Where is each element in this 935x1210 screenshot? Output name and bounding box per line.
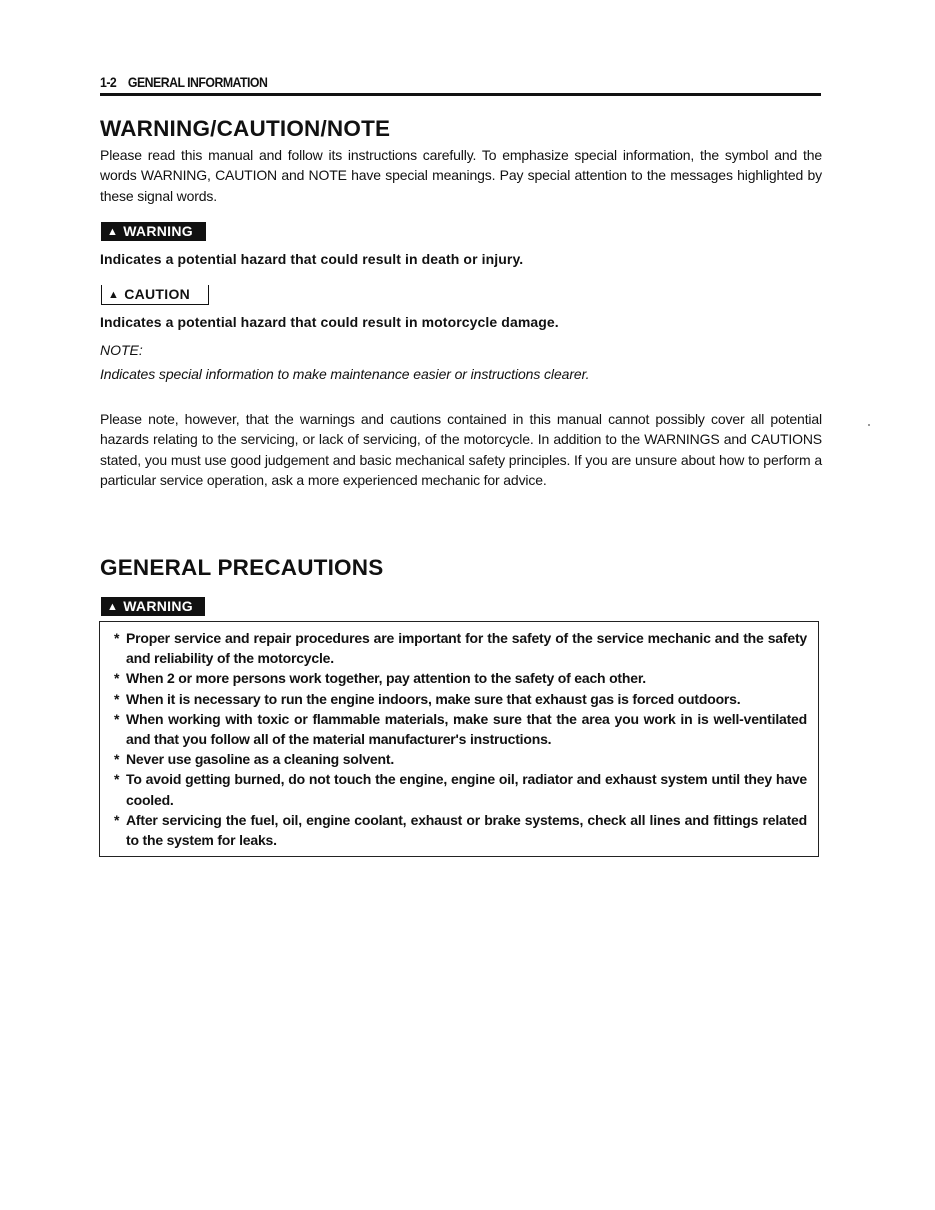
precaution-item (114, 749, 807, 769)
bullet-asterisk: * (114, 670, 120, 687)
scan-speck (868, 424, 870, 426)
caution-badge (101, 285, 209, 305)
precaution-item (114, 689, 807, 709)
warning-triangle-icon: ▲ (107, 226, 119, 238)
note-definition: Indicates special information to make maintenance easier or instructions clearer. (100, 366, 590, 382)
warning-badge (101, 597, 205, 616)
precaution-text: When working with toxic or flammable materials, make sure that the area you work in is well-ventilated and that you follow all of the material manufacturer's instructions. (126, 710, 807, 748)
precautions-box (99, 621, 819, 857)
bullet-asterisk: * (114, 710, 120, 727)
caution-definition: Indicates a potential hazard that could result in motorcycle damage. (100, 314, 559, 330)
warning-badge (101, 222, 206, 241)
page-number: 1-2 (100, 74, 117, 90)
bullet-asterisk: * (114, 630, 120, 646)
bullet-asterisk: * (114, 771, 120, 788)
precaution-item (114, 810, 807, 850)
precaution-item (114, 769, 807, 809)
note-label: NOTE: (100, 342, 143, 358)
warning-definition: Indicates a potential hazard that could result in death or injury. (100, 251, 524, 267)
bullet-asterisk: * (114, 751, 120, 768)
warning-triangle-icon: ▲ (108, 289, 120, 301)
precaution-item (114, 709, 807, 749)
header-rule (100, 93, 821, 96)
precaution-text: When it is necessary to run the engine indoors, make sure that exhaust gas is forced outdoors. (126, 690, 741, 707)
precaution-text: Proper service and repair procedures are important for the safety of the service mechanic and the safety and reliability of the motorcycle. (126, 630, 807, 667)
caution-badge-label: CAUTION (124, 286, 191, 302)
precaution-item (114, 668, 807, 688)
precautions-list (114, 628, 807, 850)
section-name: GENERAL INFORMATION (127, 74, 268, 90)
closing-paragraph: Please note, however, that the warnings and cautions contained in this manual cannot possibly cover all potential hazards relating to the servicing, or lack of servicing, of the motorcycle. In addition to the WARNINGS and CAUTIONS stated, you must use good judgement and basic mechanical safety principles. If you are unsure about how to perform a particular service operation, ask a more experienced mechanic for advice. (100, 411, 822, 488)
section-title-warning-caution-note: WARNING/CAUTION/NOTE (100, 116, 391, 141)
bullet-asterisk: * (114, 811, 120, 828)
intro-paragraph: Please read this manual and follow its instructions carefully. To emphasize special information, the symbol and the words WARNING, CAUTION and NOTE have special meanings. Pay special attention to the messages highlighted by these signal words. (100, 147, 822, 204)
warning-badge-label: WARNING (123, 598, 193, 614)
precaution-text: To avoid getting burned, do not touch the engine, engine oil, radiator and exhaust system until they have cooled. (126, 771, 807, 808)
section-title-general-precautions: GENERAL PRECAUTIONS (100, 555, 384, 580)
precaution-text: After servicing the fuel, oil, engine coolant, exhaust or brake systems, check all lines and fittings related to the system for leaks. (126, 811, 807, 849)
running-header (100, 74, 734, 90)
precaution-text: Never use gasoline as a cleaning solvent. (126, 751, 395, 768)
precaution-item (114, 628, 807, 668)
bullet-asterisk: * (114, 690, 120, 707)
warning-badge-label: WARNING (123, 223, 193, 239)
warning-triangle-icon: ▲ (107, 601, 119, 613)
precaution-text: When 2 or more persons work together, pay attention to the safety of each other. (126, 670, 646, 687)
